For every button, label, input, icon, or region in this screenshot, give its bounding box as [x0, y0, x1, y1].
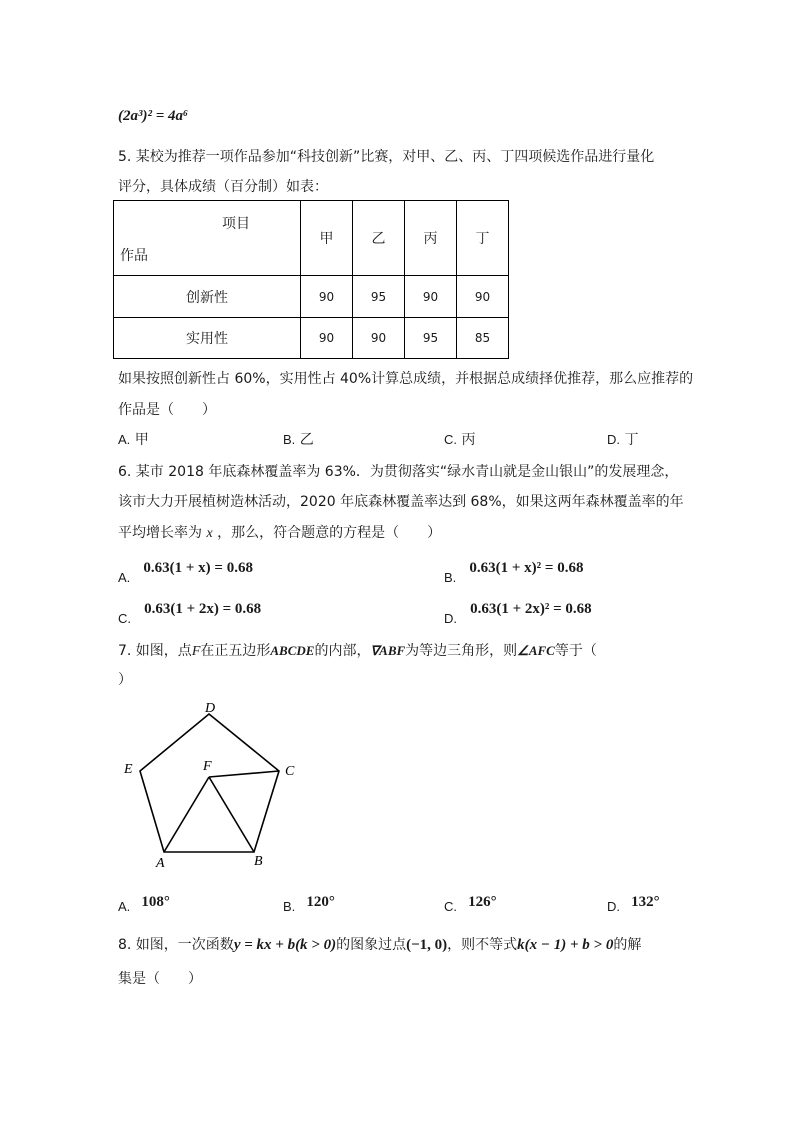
option-label: D.: [607, 432, 620, 447]
segment-cf: [209, 771, 279, 777]
option-text: 乙: [299, 432, 314, 448]
q6-line3-post: ，那么，符合题意的方程是（ ）: [217, 525, 442, 541]
q7-point-f: F: [191, 644, 201, 659]
q5-option-d[interactable]: [607, 429, 638, 449]
option-value: 108°: [141, 894, 170, 910]
q8-point: (−1, 0): [406, 937, 448, 953]
col-header: 乙: [353, 201, 405, 276]
option-value: 120°: [306, 894, 335, 910]
option-value: 132°: [631, 894, 660, 910]
q6-variable-x: x: [206, 526, 213, 541]
pentagon-abcde: [140, 714, 279, 852]
q5-option-a[interactable]: [118, 429, 149, 449]
q8-line2: 集是（ ）: [118, 971, 202, 987]
table-cell: 85: [457, 318, 509, 359]
q5-line2: 评分，具体成绩（百分制）如表：: [118, 179, 328, 195]
option-formula: 0.63(1 + x)² = 0.68: [469, 560, 584, 576]
q6-line3-pre: 平均增长率为: [118, 525, 202, 541]
pentagon-figure: [110, 695, 320, 875]
vertex-label-e: E: [124, 762, 133, 777]
q6-option-b[interactable]: [444, 557, 584, 585]
q8-text-b: 的图象过点: [336, 937, 407, 953]
q7-polygon: ABCDE: [270, 643, 315, 658]
score-table: [113, 200, 509, 359]
q7-text-d: 为等边三角形，则: [405, 643, 518, 659]
option-label: A.: [118, 899, 131, 914]
table-header-row: [114, 201, 509, 276]
q8-function: y = kx + b(k > 0): [233, 937, 337, 953]
q5-option-b[interactable]: [283, 429, 314, 449]
option-label: B.: [283, 432, 296, 447]
q7-option-a[interactable]: [118, 891, 170, 914]
table-cell: 90: [457, 276, 509, 318]
table-cell: 95: [353, 276, 405, 318]
col-header: 丁: [457, 201, 509, 276]
table-cell: 90: [301, 318, 353, 359]
q5-after-line1: 如果按照创新性占 60%，实用性占 40%计算总成绩，并根据总成绩择优推荐，那么应推荐的: [118, 371, 694, 387]
q6-option-c[interactable]: [118, 598, 262, 626]
option-text: 丙: [461, 432, 476, 448]
option-text: 甲: [134, 432, 149, 448]
segment-bf: [209, 777, 254, 852]
q6-line2: 该市大力开展植树造林活动，2020 年底森林覆盖率达到 68%，如果这两年森林覆盖率的年: [118, 494, 684, 510]
option-formula: 0.63(1 + x) = 0.68: [143, 560, 253, 576]
table-diagonal-header: [114, 201, 301, 276]
option-formula: 0.63(1 + 2x)² = 0.68: [470, 601, 592, 617]
vertex-label-c: C: [285, 764, 295, 779]
q5-option-c[interactable]: [444, 429, 475, 449]
q7-text-a: 7. 如图，点: [118, 643, 192, 659]
q7-angle: ∠AFC: [517, 643, 555, 658]
option-label: D.: [444, 611, 457, 626]
option-label: A.: [118, 432, 131, 447]
segment-af: [164, 777, 209, 852]
col-header: 甲: [301, 201, 353, 276]
table-cell: 90: [301, 276, 353, 318]
option-label: C.: [444, 432, 457, 447]
row-label: 创新性: [114, 276, 301, 318]
q7-option-c[interactable]: [444, 891, 497, 914]
option-formula: 0.63(1 + 2x) = 0.68: [144, 601, 262, 617]
q8-inequality: k(x − 1) + b > 0: [517, 937, 614, 953]
q7-text-c: 的内部，: [314, 643, 371, 659]
q7-option-d[interactable]: [607, 891, 660, 914]
top-formula: (2a³)² = 4a⁶: [118, 108, 189, 124]
option-label: C.: [118, 611, 131, 626]
q7-text-e: 等于（: [554, 643, 597, 659]
table-cell: 90: [353, 318, 405, 359]
q7-triangle: ∇ABF: [370, 643, 406, 658]
q7-option-b[interactable]: [283, 891, 335, 914]
vertex-label-b: B: [254, 854, 263, 869]
q7-line2: ）: [118, 672, 132, 688]
option-label: D.: [607, 899, 620, 914]
row-label: 实用性: [114, 318, 301, 359]
table-cell: 95: [405, 318, 457, 359]
vertex-label-a: A: [156, 856, 165, 871]
q6-option-d[interactable]: [444, 598, 592, 626]
option-text: 丁: [624, 432, 639, 448]
q7-text-b: 在正五边形: [200, 643, 271, 659]
q8-line1: [118, 934, 641, 954]
q6-option-a[interactable]: [118, 557, 253, 585]
q7-line1: [118, 640, 597, 660]
option-label: C.: [444, 899, 457, 914]
header-work-label: 作品: [120, 248, 148, 264]
option-value: 126°: [468, 894, 497, 910]
q8-text-d: 的解: [613, 937, 642, 953]
col-header: 丙: [405, 201, 457, 276]
q8-text-c: ，则不等式: [447, 937, 518, 953]
table-cell: 90: [405, 276, 457, 318]
option-label: A.: [118, 570, 131, 585]
q6-line1: 6. 某市 2018 年底森林覆盖率为 63%．为贯彻落实“绿水青山就是金山银山”的发展理念，: [118, 464, 679, 480]
vertex-label-d: D: [205, 701, 216, 716]
q8-text-a: 8. 如图，一次函数: [118, 937, 234, 953]
table-row: [114, 318, 509, 359]
point-label-f: F: [203, 759, 212, 774]
option-label: B.: [283, 899, 296, 914]
q6-line3: [118, 522, 441, 542]
table-row: [114, 276, 509, 318]
q5-after-line2: 作品是（ ）: [118, 402, 216, 418]
option-label: B.: [444, 570, 457, 585]
header-item-label: 项目: [222, 216, 250, 232]
q5-line1: 5. 某校为推荐一项作品参加“科技创新”比赛，对甲、乙、丙、丁四项候选作品进行量化: [118, 149, 655, 165]
